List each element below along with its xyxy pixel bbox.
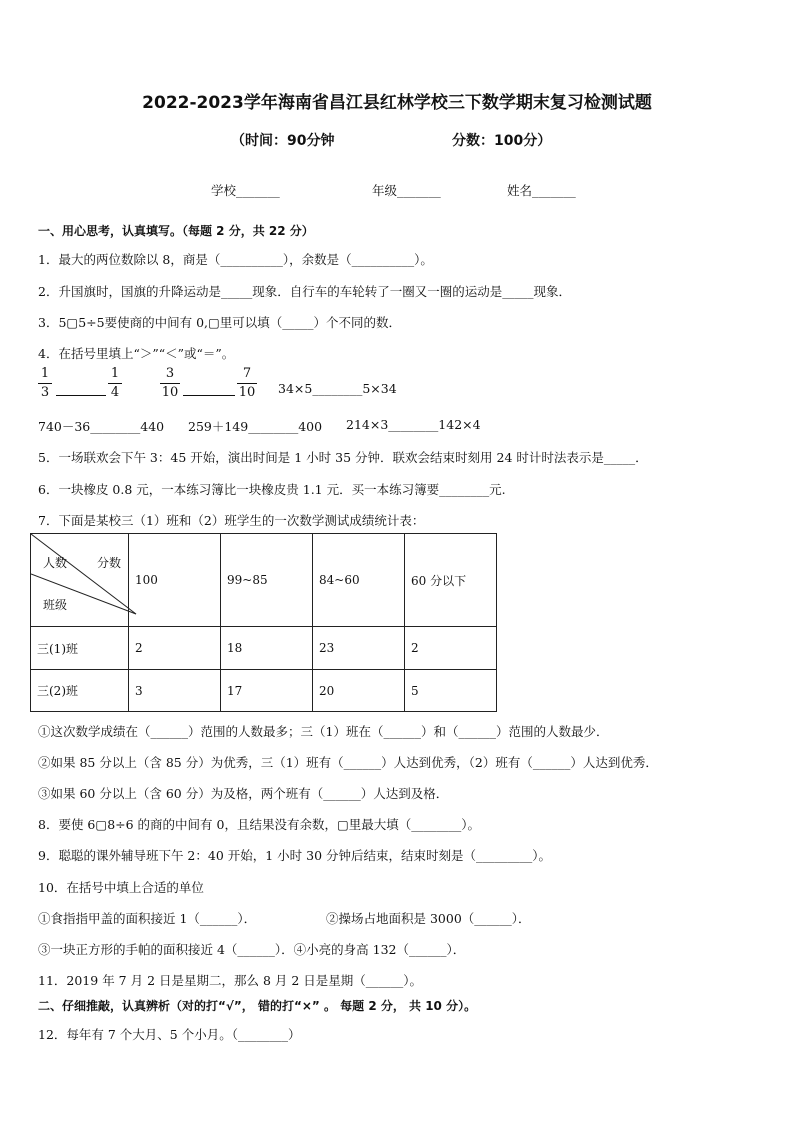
compare-b: 740－36________440 [38,419,165,434]
table-row [31,627,497,670]
table-cell: 2 [129,627,221,670]
question-10: 10．在括号中填上合适的单位 [38,880,204,895]
table-cell: 5 [405,670,497,712]
compare-c: 259＋149________400 [188,419,323,434]
section-2-heading: 二、仔细推敲，认真辨析（对的打“√”， 错的打“×” 。 每题 2 分， 共 10 分）。 [38,999,477,1013]
question-9: 9．聪聪的课外辅导班下午 2：40 开始，1 小时 30 分钟后结束，结束时刻是（_________）。 [38,848,552,863]
question-1: 1．最大的两位数除以 8，商是（__________），余数是（__________）。 [38,252,433,267]
question-10-part-2: ②操场占地面积是 3000（______）． [326,911,531,926]
table-corner-header [31,534,129,627]
table-header-cell: 84~60 [313,534,405,627]
table-cell: 2 [405,627,497,670]
question-7-part-2: ②如果 85 分以上（含 85 分）为优秀，三（1）班有（______）人达到优秀，（2）班有（______）人达到优秀． [38,755,658,770]
school-field: 学校_______ [211,183,280,198]
exam-time: （时间：90分钟 [231,133,335,149]
corner-label-class: 班级 [43,598,68,612]
table-cell: 18 [221,627,313,670]
question-12: 12．每年有 7 个大月、5 个小月。（________） [38,1027,301,1042]
question-10-part-3: ③一块正方形的手帕的面积接近 4（______）．④小亮的身高 132（______）． [38,942,466,957]
fraction-1-3: 1 3 [38,366,52,401]
answer-blank [56,395,106,396]
compare-d: 214×3________142×4 [346,417,481,432]
table-cell-class: 三(1)班 [31,627,129,670]
fraction-7-10: 7 10 [238,366,256,400]
score-table [30,533,497,712]
corner-label-score: 分数 [97,556,122,570]
table-row [31,670,497,712]
question-7-part-3: ③如果 60 分以上（含 60 分）为及格，两个班有（______）人达到及格． [38,786,449,801]
table-cell-class: 三(2)班 [31,670,129,712]
question-5: 5．一场联欢会下午 3：45 开始，演出时间是 1 小时 35 分钟．联欢会结束时刻用 24 时计时法表示是_____． [38,450,648,465]
question-6: 6．一块橡皮 0.8 元，一本练习簿比一块橡皮贵 1.1 元．买一本练习簿要________元. [38,482,506,497]
table-cell: 17 [221,670,313,712]
question-2: 2．升国旗时，国旗的升降运动是_____现象．自行车的车轮转了一圈又一圈的运动是_____现象． [38,284,571,299]
question-10-part-1: ①食指指甲盖的面积接近 1（______）． [38,911,257,926]
question-7: 7．下面是某校三（1）班和（2）班学生的一次数学测试成绩统计表： [38,513,425,528]
question-8: 8．要使 6▢8÷6 的商的中间有 0，且结果没有余数，▢里最大填（________）。 [38,817,481,832]
table-cell: 20 [313,670,405,712]
table-cell: 3 [129,670,221,712]
section-1-heading: 一、用心思考，认真填写。（每题 2 分，共 22 分） [38,224,314,238]
question-7-part-1: ①这次数学成绩在（______）范围的人数最多；三（1）班在（______）和（______）范围的人数最少． [38,724,609,739]
compare-a: 34×5________5×34 [278,381,397,396]
question-3: 3．5▢5÷5要使商的中间有 0,▢里可以填（_____）个不同的数． [38,315,402,330]
table-header-cell: 100 [129,534,221,627]
question-11: 11．2019 年 7 月 2 日是星期二，那么 8 月 2 日是星期（______）。 [38,973,423,988]
question-4: 4．在括号里填上“＞”“＜”或“＝”。 [38,346,235,361]
table-header-cell: 60 分以下 [405,534,497,627]
grade-field: 年级_______ [372,183,441,198]
name-field: 姓名_______ [507,183,576,198]
fraction-1-4: 1 4 [108,366,122,401]
exam-score: 分数：100分） [452,133,552,149]
table-header-cell: 99~85 [221,534,313,627]
fraction-3-10: 3 10 [161,366,179,400]
corner-label-count: 人数 [43,556,68,570]
table-cell: 23 [313,627,405,670]
diagonal-line [31,534,141,627]
page-title: 2022-2023学年海南省昌江县红林学校三下数学期末复习检测试题 [142,93,652,113]
answer-blank [183,395,235,396]
